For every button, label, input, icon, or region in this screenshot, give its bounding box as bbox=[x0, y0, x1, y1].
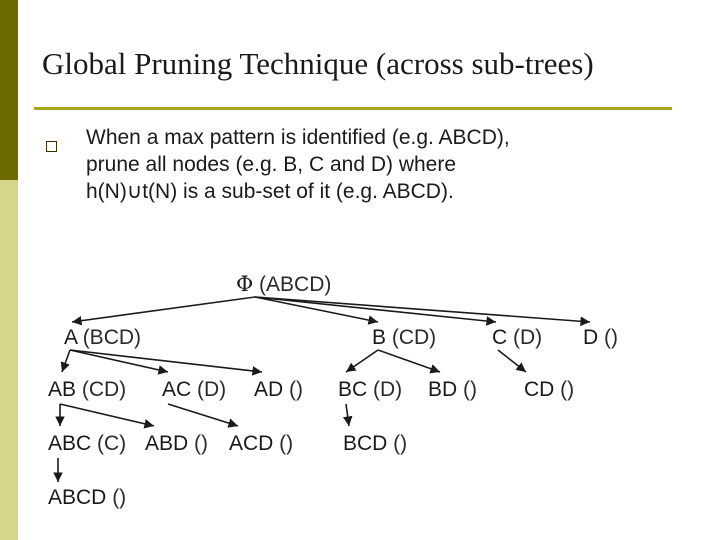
tree-node-bc-tail: (D) bbox=[367, 378, 403, 401]
edge-b-bd bbox=[378, 350, 440, 372]
edge-bc-bcd bbox=[346, 404, 349, 426]
tree-node-acd-tail: () bbox=[273, 432, 294, 455]
tree-node-ab bbox=[48, 378, 126, 402]
tree-node-bd bbox=[428, 378, 477, 402]
edge-c-cd bbox=[498, 350, 526, 372]
bullet-line-1: When a max pattern is identified (e.g. ABCD), bbox=[86, 126, 510, 149]
tree-node-ac-tail: (D) bbox=[191, 378, 227, 401]
tree-node-root-tail: (ABCD) bbox=[253, 273, 332, 296]
tree-node-c-label: C bbox=[492, 326, 508, 349]
tree-node-abc-tail: (C) bbox=[91, 432, 127, 455]
tree-node-cd bbox=[524, 378, 574, 402]
tree-node-bc-label: BC bbox=[338, 378, 368, 401]
tree-node-b-tail: (CD) bbox=[386, 326, 437, 349]
tree-node-d-tail: () bbox=[598, 326, 618, 349]
tree-node-abcd-label: ABCD bbox=[48, 486, 107, 509]
tree-node-ad-label: AD bbox=[254, 378, 284, 401]
tree-node-root-label: Φ bbox=[236, 272, 254, 296]
tree-node-root bbox=[236, 272, 331, 297]
edge-a-ad bbox=[70, 350, 262, 372]
tree-node-d-label: D bbox=[583, 326, 599, 349]
edge-root-c bbox=[255, 297, 496, 322]
tree-node-a-label: A bbox=[64, 326, 77, 349]
tree-node-c-tail: (D) bbox=[507, 326, 543, 349]
slide-title: Global Pruning Technique (across sub-trees) bbox=[42, 46, 594, 81]
tree-node-abcd bbox=[48, 486, 126, 510]
edge-a-ab bbox=[62, 350, 70, 372]
tree-node-d bbox=[583, 326, 618, 350]
tree-node-ac bbox=[162, 378, 226, 402]
tree-node-ac-label: AC bbox=[162, 378, 192, 401]
tree-node-bcd-tail: () bbox=[387, 432, 408, 455]
tree-node-cd-tail: () bbox=[554, 378, 575, 401]
bullet-line-2: prune all nodes (e.g. B, C and D) where bbox=[86, 153, 457, 176]
tree-node-cd-label: CD bbox=[524, 378, 555, 401]
tree-node-ad bbox=[254, 378, 303, 402]
edge-b-bc bbox=[346, 350, 378, 372]
tree-node-abd bbox=[145, 432, 208, 456]
tree-node-bd-tail: () bbox=[457, 378, 478, 401]
edge-a-ac bbox=[70, 350, 168, 372]
tree-node-abc-label: ABC bbox=[48, 432, 92, 455]
edge-ac-acd bbox=[168, 404, 238, 426]
tree-node-a-tail: (BCD) bbox=[76, 326, 142, 349]
tree-node-ad-tail: () bbox=[283, 378, 304, 401]
tree-node-acd-label: ACD bbox=[229, 432, 274, 455]
tree-node-bd-label: BD bbox=[428, 378, 458, 401]
edge-root-b bbox=[255, 297, 378, 322]
tree-node-ab-label: AB bbox=[48, 378, 77, 401]
tree-node-bc bbox=[338, 378, 402, 402]
tree-node-c bbox=[492, 326, 542, 350]
edge-ab-abd bbox=[60, 404, 154, 426]
tree-node-abcd-tail: () bbox=[106, 486, 127, 509]
tree-node-ab-tail: (CD) bbox=[76, 378, 127, 401]
tree-node-a bbox=[64, 326, 141, 350]
tree-node-abd-label: ABD bbox=[145, 432, 189, 455]
tree-node-bcd bbox=[343, 432, 407, 456]
tree-node-abc bbox=[48, 432, 126, 456]
tree-node-bcd-label: BCD bbox=[343, 432, 388, 455]
tree-node-b bbox=[372, 326, 436, 350]
edge-root-a bbox=[72, 297, 255, 322]
edge-root-d bbox=[255, 297, 590, 322]
tree-node-b-label: B bbox=[372, 326, 387, 349]
bullet-line-3: h(N)∪t(N) is a sub-set of it (e.g. ABCD). bbox=[86, 180, 454, 203]
tree-node-abd-tail: () bbox=[188, 432, 209, 455]
tree-node-acd bbox=[229, 432, 293, 456]
